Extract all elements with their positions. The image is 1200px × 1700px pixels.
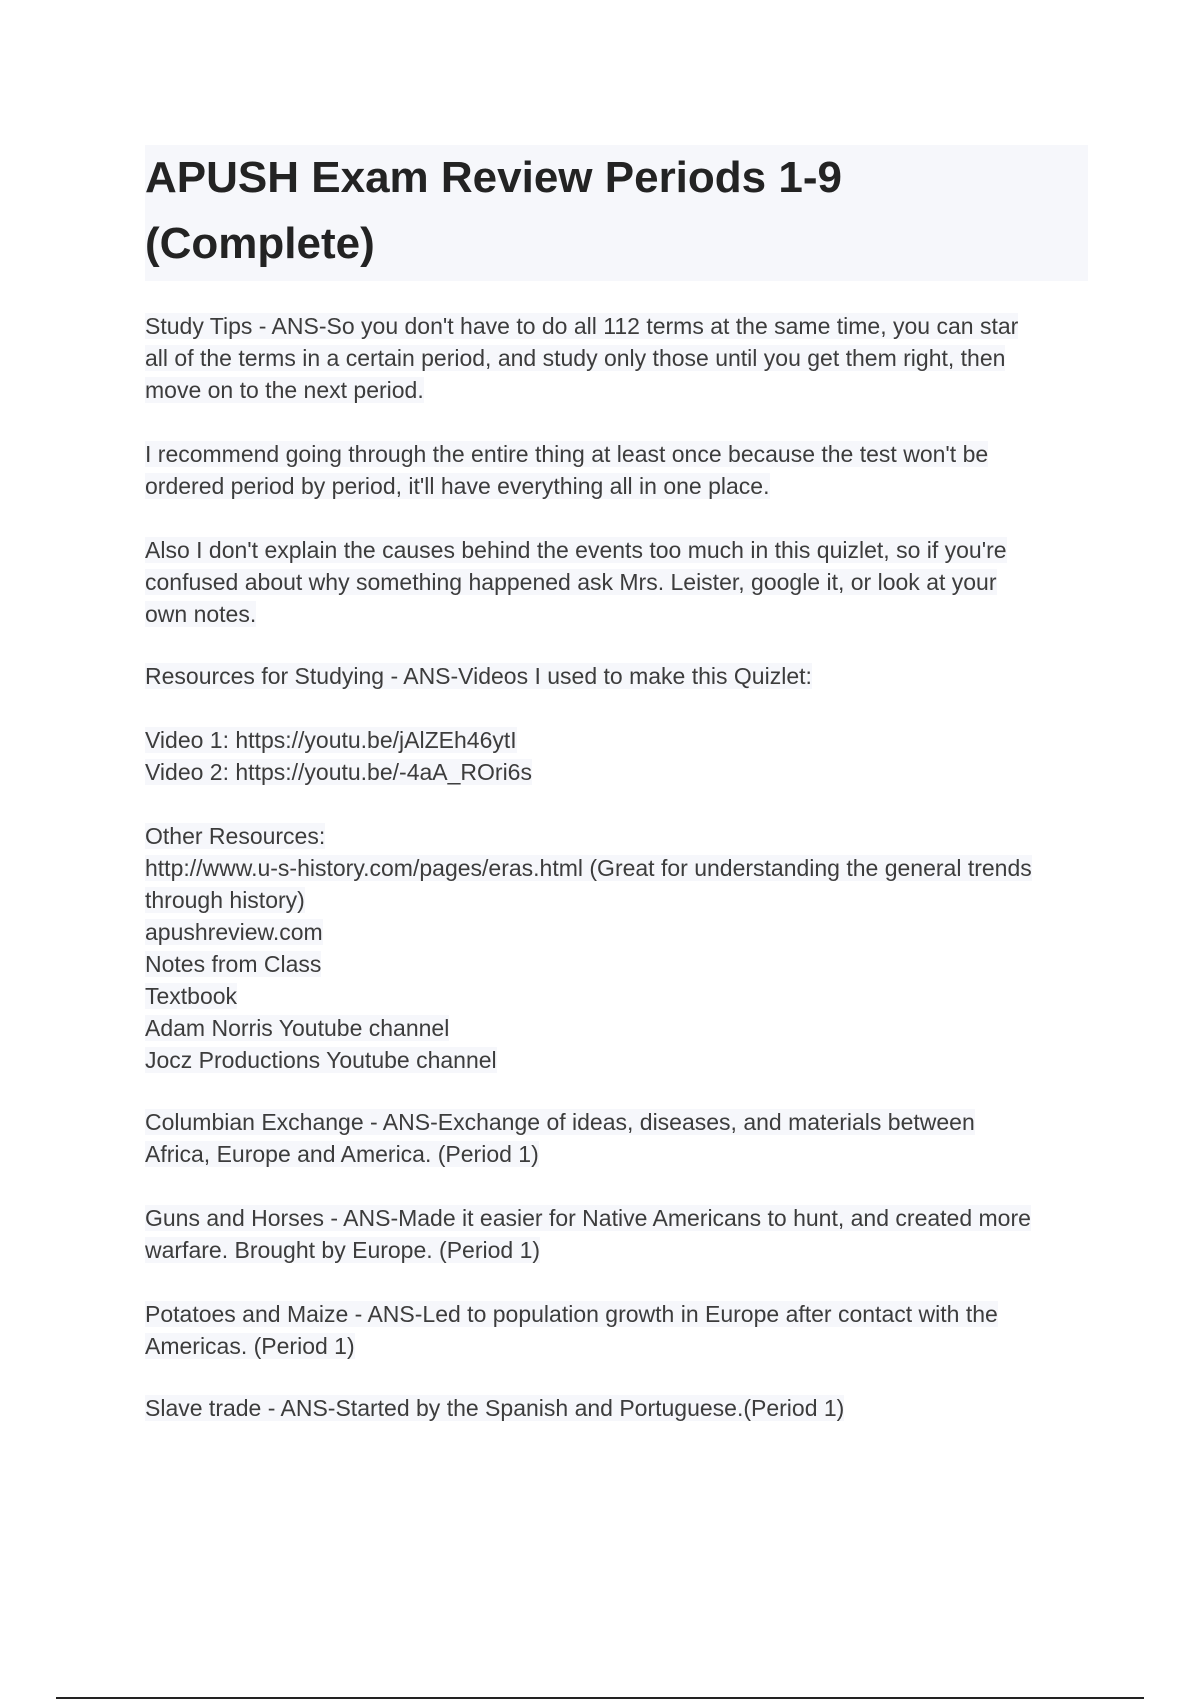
document-body <box>145 310 1095 1424</box>
entry-other-resources <box>145 820 1095 1076</box>
entry-line: Study Tips - ANS-So you don't have to do all 112 terms at the same time, you can star <box>145 313 1019 339</box>
entry-line: Slave trade - ANS-Started by the Spanish and Portuguese.(Period 1) <box>145 1395 845 1421</box>
entry-line: I recommend going through the entire thing at least once because the test won't be <box>145 441 989 467</box>
page-title <box>145 145 1088 277</box>
resource-item: apushreview.com <box>145 919 323 945</box>
resource-item: http://www.u-s-history.com/pages/eras.html (Great for understanding the general trends <box>145 855 1032 881</box>
entry-recommend <box>145 438 1095 502</box>
entry-line: confused about why something happened ask Mrs. Leister, google it, or look at your <box>145 569 997 595</box>
entry-line: own notes. <box>145 601 257 627</box>
video-link-1: Video 1: https://youtu.be/jAlZEh46ytI <box>145 727 517 753</box>
entry-also <box>145 534 1095 630</box>
entry-line: move on to the next period. <box>145 377 424 403</box>
entry-line: Resources for Studying - ANS-Videos I used to make this Quizlet: <box>145 663 812 689</box>
resource-item: Adam Norris Youtube channel <box>145 1015 450 1041</box>
entry-line: ordered period by period, it'll have everything all in one place. <box>145 473 770 499</box>
entry-line: warfare. Brought by Europe. (Period 1) <box>145 1237 541 1263</box>
entry-guns-and-horses <box>145 1202 1095 1266</box>
entry-line: all of the terms in a certain period, and study only those until you get them right, then <box>145 345 1006 371</box>
title-block <box>145 145 1088 281</box>
entry-line: Americas. (Period 1) <box>145 1333 355 1359</box>
resource-item: Notes from Class <box>145 951 322 977</box>
entry-line: Guns and Horses - ANS-Made it easier for Native Americans to hunt, and created more <box>145 1205 1031 1231</box>
resource-item: Textbook <box>145 983 238 1009</box>
resource-item: Jocz Productions Youtube channel <box>145 1047 497 1073</box>
title-line-2: (Complete) <box>145 219 375 268</box>
entry-line: Potatoes and Maize - ANS-Led to population growth in Europe after contact with the <box>145 1301 998 1327</box>
entry-columbian-exchange <box>145 1106 1095 1170</box>
entry-line: Also I don't explain the causes behind the events too much in this quizlet, so if you're <box>145 537 1007 563</box>
entry-potatoes-and-maize <box>145 1298 1095 1362</box>
footer-divider <box>56 1697 1144 1699</box>
entry-study-tips <box>145 310 1095 406</box>
resource-item: through history) <box>145 887 305 913</box>
entry-line: Columbian Exchange - ANS-Exchange of ideas, diseases, and materials between <box>145 1109 975 1135</box>
title-line-1: APUSH Exam Review Periods 1-9 <box>145 153 842 202</box>
video-link-2: Video 2: https://youtu.be/-4aA_ROri6s <box>145 759 532 785</box>
entry-videos <box>145 724 1095 788</box>
entry-slave-trade <box>145 1392 1095 1424</box>
entry-line: Africa, Europe and America. (Period 1) <box>145 1141 539 1167</box>
other-resources-heading: Other Resources: <box>145 823 326 849</box>
entry-resources <box>145 660 1095 692</box>
